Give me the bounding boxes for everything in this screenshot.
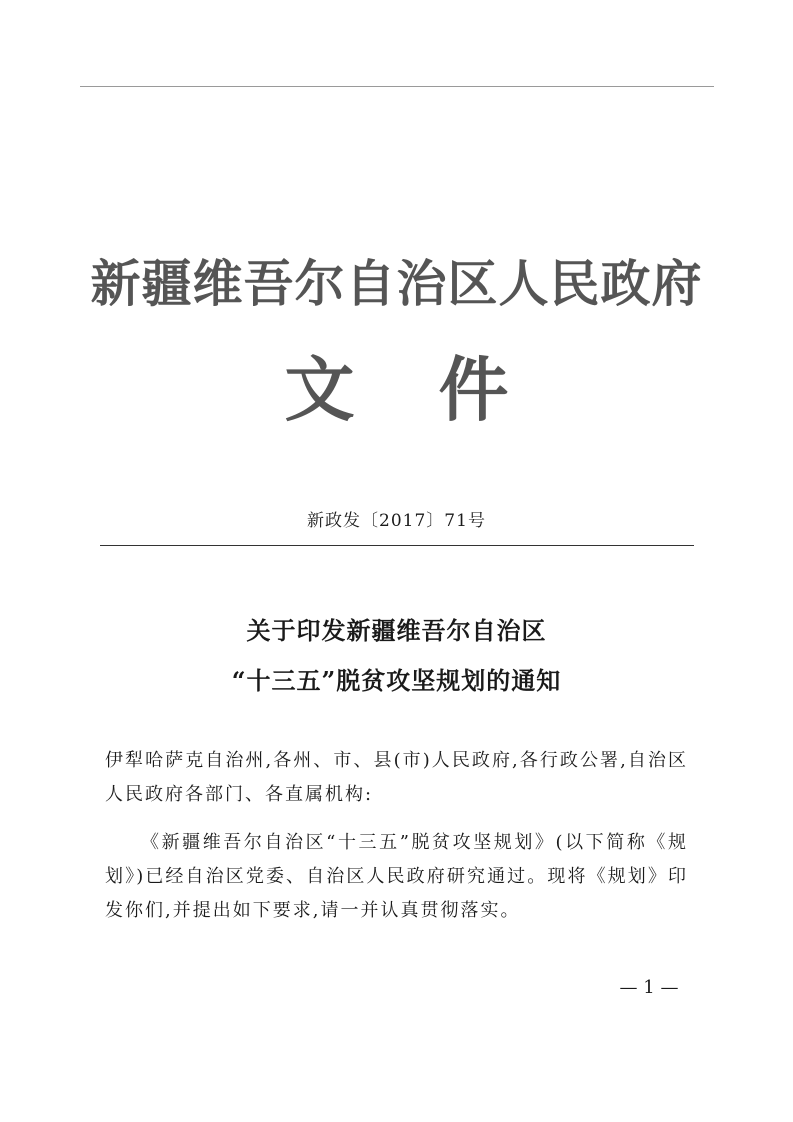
notice-title-line-2: “十三五”脱贫攻坚规划的通知: [231, 666, 562, 695]
document-label: [0, 350, 793, 430]
header-divider: [100, 545, 694, 546]
issuing-authority: 新疆维吾尔自治区人民政府: [90, 255, 703, 313]
body-paragraph: 《新疆维吾尔自治区“十三五”脱贫攻坚规划》(以下简称《规划》)已经自治区党委、自治区人民政府研究通过。现将《规划》印发你们,并提出如下要求,请一并认真贯彻落实。: [105, 832, 688, 921]
page-number: — 1 —: [619, 977, 679, 998]
notice-title-line-1: 关于印发新疆维吾尔自治区: [246, 616, 547, 645]
addressee: 伊犁哈萨克自治州,各州、市、县(市)人民政府,各行政公署,自治区人民政府各部门、各直属机构:: [105, 750, 688, 805]
top-rule: [80, 86, 714, 87]
document-number: 新政发〔2017〕71号: [307, 511, 486, 531]
document-label-left: 文: [284, 349, 355, 431]
document-label-right: 件: [438, 349, 509, 431]
